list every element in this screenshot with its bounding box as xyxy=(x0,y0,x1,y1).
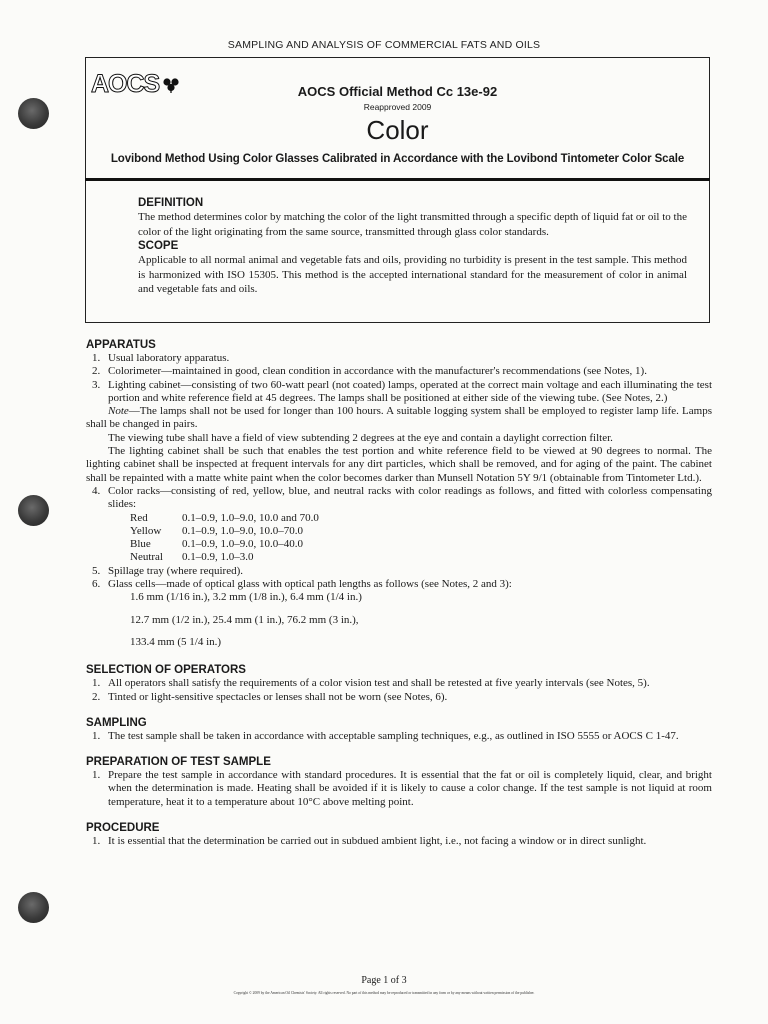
table-row xyxy=(130,551,319,564)
item-text: It is essential that the determination be carried out in subdued ambient light, i.e., not facing a window or in direct sunlight. xyxy=(108,835,647,848)
list-item xyxy=(86,691,712,704)
table-row xyxy=(130,525,319,538)
procedure-heading: PROCEDURE xyxy=(86,822,160,835)
item-number: 1. xyxy=(92,352,101,364)
item-text: The test sample shall be taken in accordance with acceptable sampling techniques, e.g., as outlined in ISO 5555 or AOCS C 1-47. xyxy=(108,729,679,742)
definition-text: The method determines color by matching the color of the light transmitted through a specific depth of liquid fat or oil to the color of the light originating from the same source, transmitted through glass color standards. xyxy=(138,211,687,238)
item-text: Tinted or light-sensitive spectacles or lenses shall not be worn (see Notes, 6). xyxy=(108,690,448,703)
item-text: Spillage tray (where required). xyxy=(108,564,243,577)
preparation-heading: PREPARATION OF TEST SAMPLE xyxy=(86,756,271,769)
item-text: Usual laboratory apparatus. xyxy=(108,352,230,364)
header-divider xyxy=(85,178,710,181)
rack-values: 0.1–0.9, 1.0–9.0, 10.0 and 70.0 xyxy=(182,511,319,524)
method-subtitle: Lovibond Method Using Color Glasses Calibrated in Accordance with the Lovibond Tintometer Color Scale xyxy=(110,153,685,165)
item-text: Lighting cabinet—consisting of two 60-watt pearl (not coated) lamps, operated at the correct main voltage and each illuminating the test portion and white reference field at 45 degrees. The lamps shall be positioned at either side of the viewing tube. (See Notes, 2.) xyxy=(108,378,712,404)
selection-heading: SELECTION OF OPERATORS xyxy=(86,664,246,677)
method-header-box xyxy=(85,57,710,323)
rack-name: Blue xyxy=(130,538,151,551)
list-item xyxy=(86,379,712,406)
rack-name: Neutral xyxy=(130,551,163,564)
item-text: All operators shall satisfy the requirements of a color vision test and shall be retested at five yearly intervals (see Notes, 5). xyxy=(108,677,650,690)
scope-text: Applicable to all normal animal and vegetable fats and oils, providing no turbidity is present in the test sample. This method is harmonized with ISO 15305. This method is the accepted international standard for the measurement of color in animal and vegetable fats and oils. xyxy=(138,254,687,295)
item-text: Prepare the test sample in accordance with standard procedures. It is essential that the fat or oil is completely liquid, clear, and bright when the determination is made. Heating shall be avoided if it is likely to cause a color change. If the test sample is not liquid at room temperature, heat it to a temperature about 10°C above melting point. xyxy=(108,769,712,808)
page-number: Page 1 of 3 xyxy=(361,975,407,986)
rack-values: 0.1–0.9, 1.0–9.0, 10.0–40.0 xyxy=(182,538,303,551)
item-number: 2. xyxy=(92,365,101,378)
table-row xyxy=(130,538,319,551)
list-item xyxy=(86,677,712,690)
scope-heading: SCOPE xyxy=(138,240,179,252)
item-number: 1. xyxy=(92,729,101,742)
method-number: AOCS Official Method Cc 13e-92 xyxy=(297,84,498,99)
rack-values: 0.1–0.9, 1.0–3.0 xyxy=(182,551,254,564)
item-number: 6. xyxy=(92,578,101,591)
item-text: Glass cells—made of optical glass with optical path lengths as follows (see Notes, 2 and 3): xyxy=(108,578,512,591)
item-number: 5. xyxy=(92,564,101,577)
item-text: Color racks—consisting of red, yellow, blue, and neutral racks with color readings as follows, and fitted with colorless compensating slides: xyxy=(108,484,712,511)
note-label: Note xyxy=(108,405,129,418)
list-item xyxy=(86,365,712,378)
cell-sizes-line: 133.4 mm (5 1/4 in.) xyxy=(130,635,222,648)
list-item xyxy=(86,835,712,848)
definition-heading: DEFINITION xyxy=(138,197,204,209)
copyright-notice: Copyright © 2009 by the American Oil Chemists' Society. All rights reserved. No part of this method may be reproduced or transmitted in any form or by any means without written permission of the publisher. xyxy=(233,991,535,995)
item-number: 3. xyxy=(92,378,101,391)
note-text: —The lamps shall not be used for longer than 100 hours. A suitable logging system shall be employed to register lamp life. Lamps shall be changed in pairs. xyxy=(86,405,712,431)
item-number: 4. xyxy=(92,484,101,497)
cell-sizes-line: 12.7 mm (1/2 in.), 25.4 mm (1 in.), 76.2 mm (3 in.), xyxy=(130,613,359,626)
aocs-logo-text: AOCS xyxy=(91,70,160,98)
method-body xyxy=(86,338,712,848)
page-title: Color xyxy=(366,115,429,145)
lamp-note xyxy=(86,405,712,432)
viewing-tube-text: The viewing tube shall have a field of view subtending 2 degrees at the eye and contain a daylight correction filter. xyxy=(108,431,613,444)
item-number: 1. xyxy=(92,835,101,848)
table-row xyxy=(130,512,319,525)
rack-name: Yellow xyxy=(130,524,162,537)
list-item xyxy=(86,578,712,591)
cabinet-text: The lighting cabinet shall be such that enables the test portion and white reference field to be viewed at 90 degrees to normal. The lighting cabinet shall be inspected at frequent intervals for any dirt particles, which shall be removed, and for aging of the paint. The cabinet shall be repainted with a matte white paint when the color becomes darker than Munsell Notation 5Y 9/1 (obtainable from Tintometer Ltd.). xyxy=(86,445,712,484)
item-text: Colorimeter—maintained in good, clean condition in accordance with the manufacturer's recommendations (see Notes, 1). xyxy=(108,365,647,378)
punch-hole xyxy=(18,495,49,526)
rack-values: 0.1–0.9, 1.0–9.0, 10.0–70.0 xyxy=(182,524,303,537)
color-rack-table xyxy=(130,512,319,565)
definition-scope-block xyxy=(138,196,687,297)
punch-hole xyxy=(18,892,49,923)
reapproved-date: Reapproved 2009 xyxy=(363,102,432,112)
item-number: 1. xyxy=(92,769,101,782)
list-item xyxy=(86,730,712,743)
cell-sizes-line: 1.6 mm (1/16 in.), 3.2 mm (1/8 in.), 6.4 mm (1/4 in.) xyxy=(130,591,362,604)
apparatus-heading: APPARATUS xyxy=(86,339,156,351)
item-number: 1. xyxy=(92,677,101,690)
list-item xyxy=(86,565,712,578)
running-header: SAMPLING AND ANALYSIS OF COMMERCIAL FATS AND OILS xyxy=(227,39,541,51)
punch-hole xyxy=(18,98,49,129)
list-item xyxy=(86,485,712,512)
item-number: 2. xyxy=(92,690,101,703)
rack-name: Red xyxy=(130,511,148,524)
list-item xyxy=(86,769,712,809)
list-item xyxy=(86,352,712,365)
sampling-heading: SAMPLING xyxy=(86,716,147,729)
